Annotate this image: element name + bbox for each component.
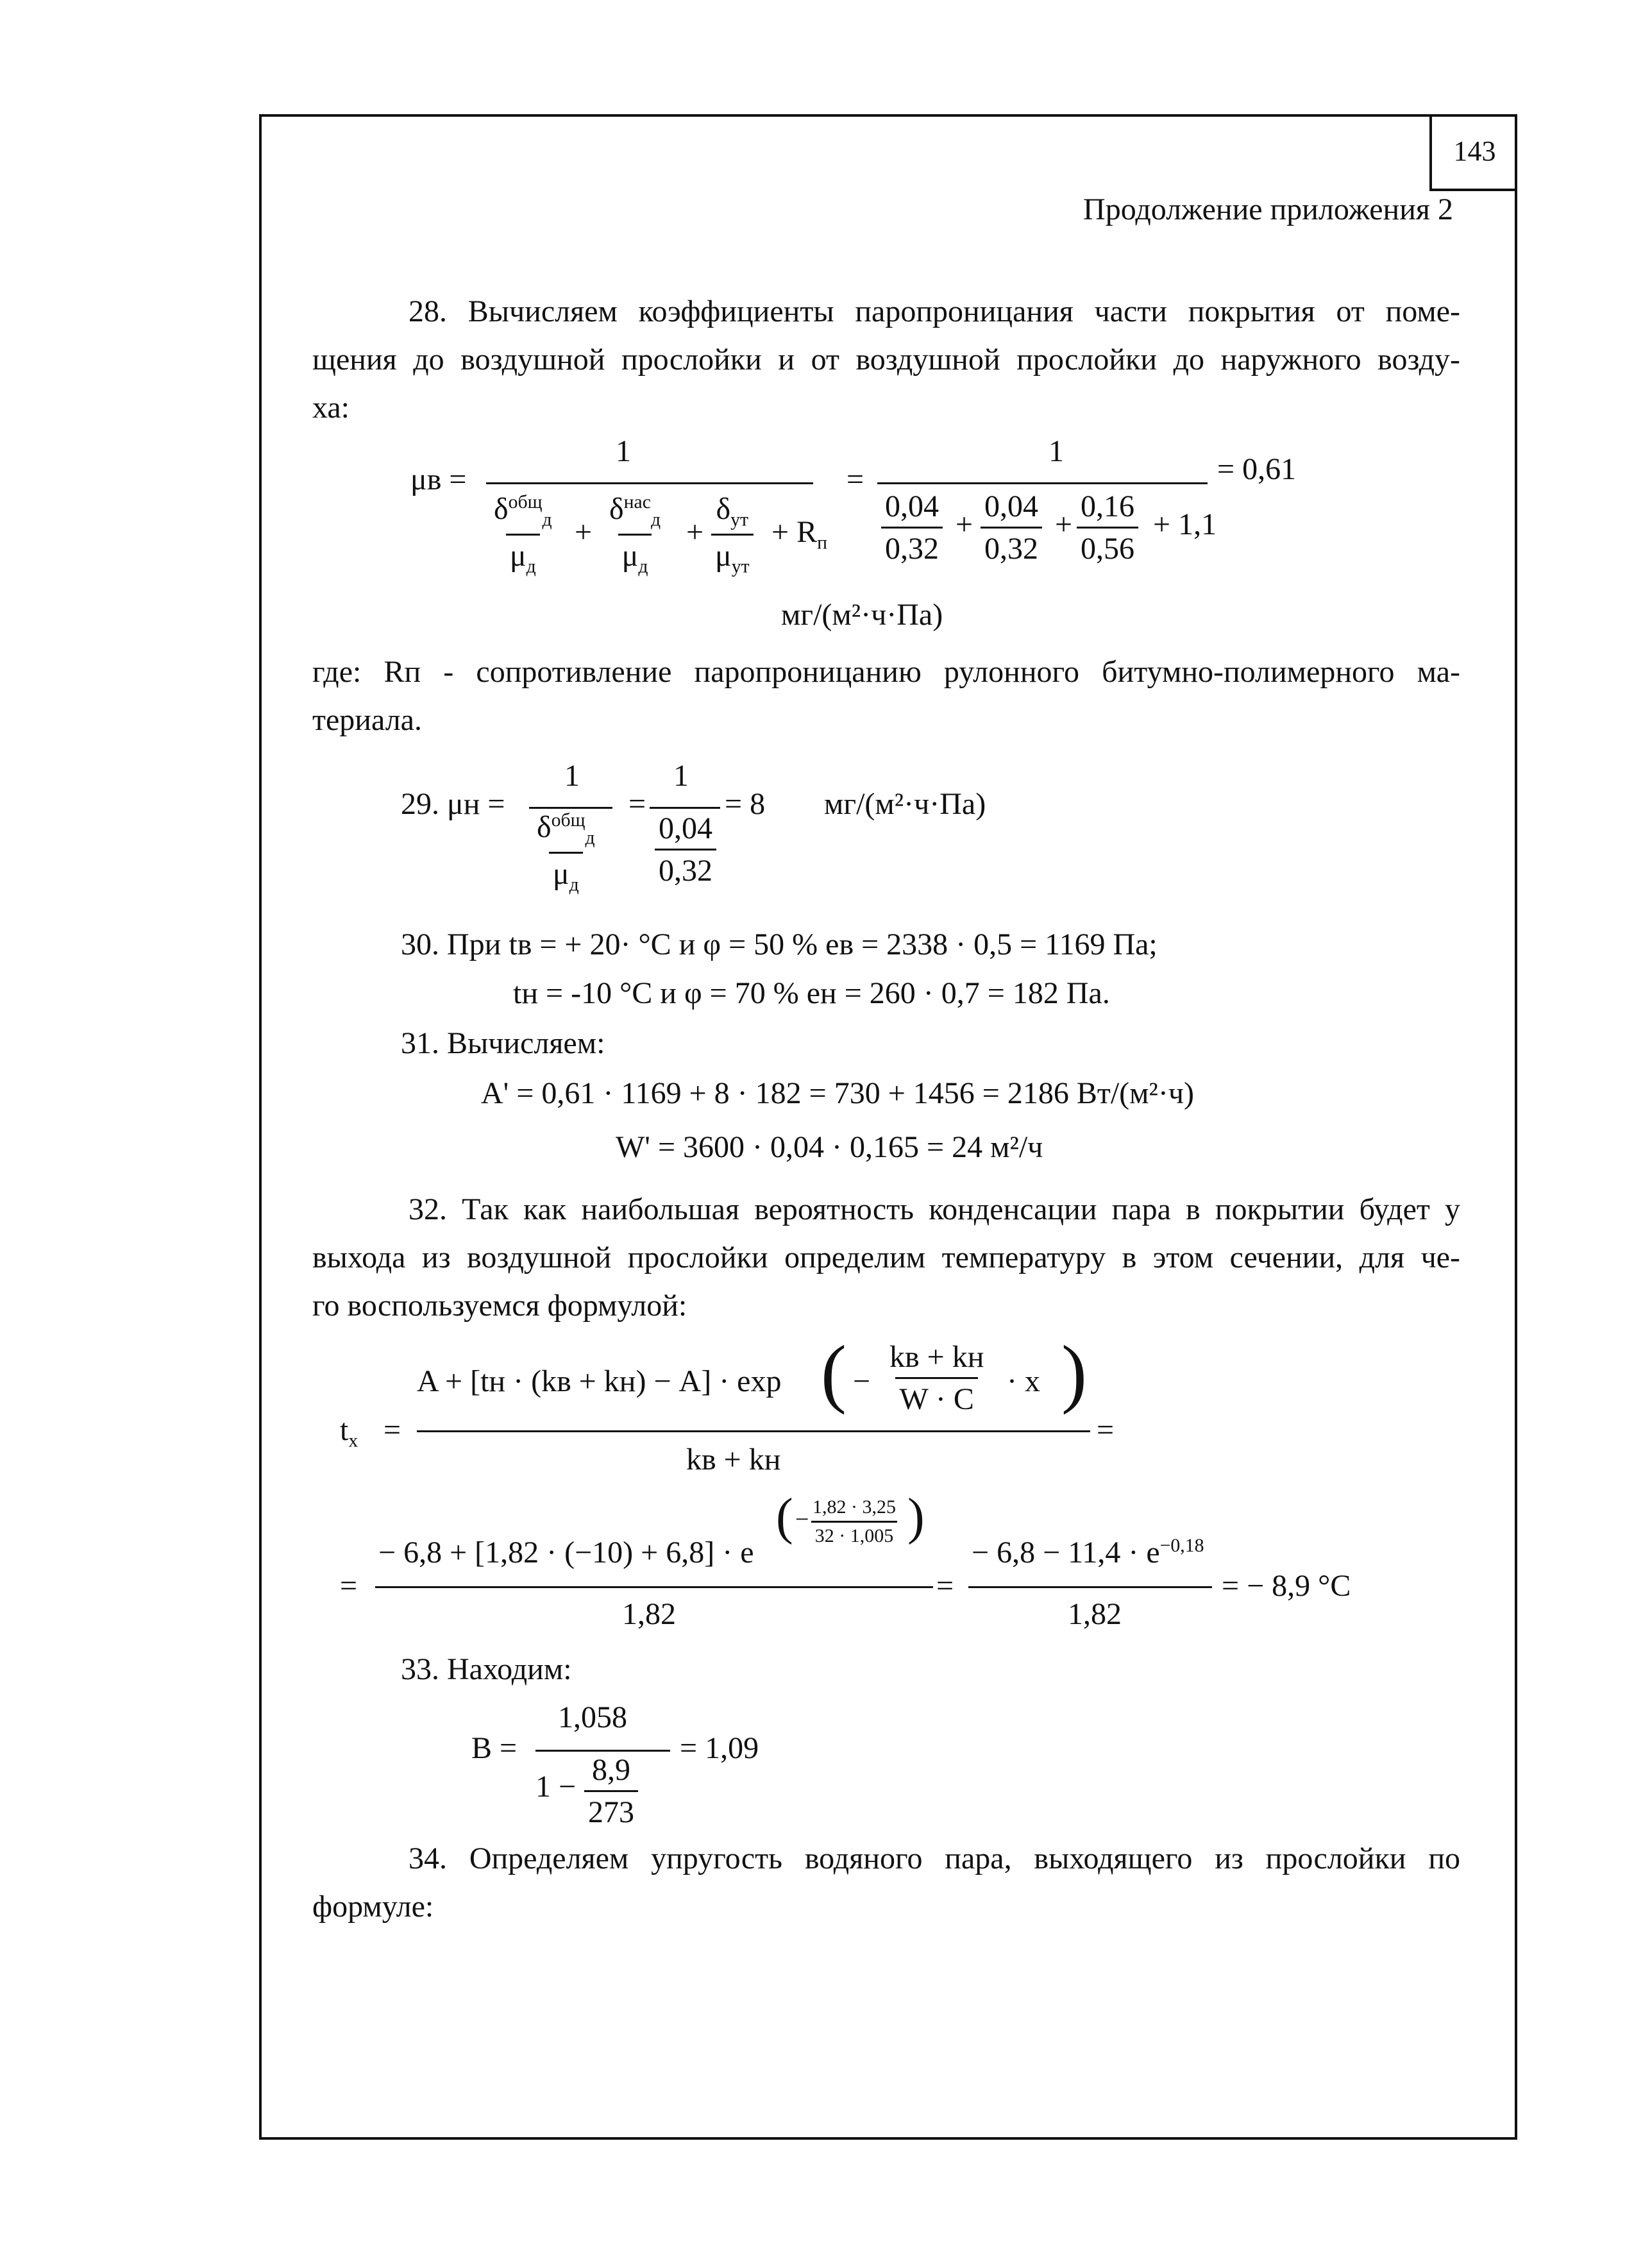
- where-line-2: териала.: [312, 703, 422, 737]
- formula-33-result: = 1,09: [680, 1731, 759, 1765]
- where-paragraph: [312, 648, 1460, 744]
- formula-32-row2-exp-fraction: $\frac{1,82 \cdot 3,25}{32 \cdot 1,005}$: [809, 1496, 900, 1547]
- formula-28-unit: мг/(м²·ч·Па): [781, 598, 943, 632]
- item-34-line-2: формуле:: [312, 1890, 434, 1924]
- formula-29-bar2: [650, 807, 720, 809]
- formula-28-denominator-1: [486, 491, 828, 581]
- where-line-1: где: Rп - сопротивление паропроницанию рулонного битумно-полимерного ма-: [312, 655, 1460, 689]
- formula-33-lhs: B =: [471, 1731, 518, 1765]
- formula-29: 29. μн = 1 $\delta^{общ}_д$ $\mu_д$ = 1 $\frac{0,04}{0,32}$ = 8 мг/(м²·ч·Па): [401, 759, 986, 895]
- item-34-line-1: 34. Определяем упругость водяного пара, выходящего из прослойки по: [408, 1841, 1460, 1875]
- item-31-label: 31. Вычисляем:: [401, 1026, 605, 1060]
- formula-32-row2-numerator-2: − $6,8 - 11,4 \cdot e^{-0,18}$: [972, 1535, 1204, 1570]
- fraction-delta-obsh-29: $\delta^{общ}_д$ $\mu_д$: [537, 809, 595, 895]
- fraction-delta-nas: $\delta^{нас}_д$ $\mu_д$: [609, 491, 661, 577]
- formula-29-result: = 8: [725, 787, 766, 821]
- formula-28-num2: 1: [1049, 434, 1064, 468]
- formula-29-num2: 1: [673, 759, 689, 793]
- item-32-line-1: 32. Так как наибольшая вероятность конденсации пара в покрытии будет у: [408, 1192, 1460, 1226]
- page-number: 143: [1429, 114, 1517, 191]
- header-note: Продолжение приложения 2: [1083, 192, 1453, 226]
- formula-29-lhs: 29. μн =: [401, 787, 505, 821]
- formula-32: $t_x$ = A + [tн · (kв + kн) − A] · exp ( − kв + kн W · C · x ) kв + kн =: [340, 1330, 1115, 1477]
- formula-28-rn: + $R_п$: [771, 515, 828, 554]
- formula-28-num1: 1: [616, 434, 631, 468]
- formula-32-row2-numerator: − 6,8 + [1,82 · (−10) + 6,8] · e: [378, 1536, 754, 1570]
- formula-28-denominator-2: $\frac{0,04}{0,32}$ + $\frac{0,04}{0,32}$ + $\frac{0,16}{0,56}$ + 1,1: [877, 489, 1217, 566]
- formula-32-lhs: $t_x$: [340, 1413, 358, 1451]
- item-32-paragraph: [312, 1185, 1460, 1330]
- item-30-line-2: tн = -10 °C и φ = 70 % eн = 260 · 0,7 = 182 Па.: [513, 976, 1110, 1010]
- item-28-line-1: 28. Вычисляем коэффициенты паропроницания части покрытия от поме-: [408, 294, 1460, 328]
- formula-32-numerator: A + [tн · (kв + kн) − A] · exp: [417, 1364, 782, 1398]
- plus-sign: +: [575, 515, 593, 549]
- formula-28-bar1: [486, 482, 813, 484]
- item-32-line-2: выхода из воздушной прослойки определим температуру в этом сечении, для че-: [312, 1240, 1460, 1274]
- item-28-paragraph: [312, 287, 1460, 432]
- formula-32-exp-fraction: kв + kн W · C: [889, 1340, 984, 1416]
- item-34-paragraph: [312, 1834, 1460, 1931]
- fraction-delta-obsh: $\delta^{общ}_д$ $\mu_д$: [494, 491, 552, 577]
- formula-33-bar: [535, 1750, 670, 1752]
- item-31-eq-a: A' = 0,61 · 1169 + 8 · 182 = 730 + 1456 = 2186 Вт/(м²·ч): [481, 1076, 1195, 1110]
- item-33-label: 33. Находим:: [401, 1652, 572, 1686]
- formula-28-bar2: [877, 482, 1208, 484]
- formula-29-num1: 1: [564, 759, 580, 793]
- formula-29-unit: мг/(м²·ч·Па): [824, 787, 986, 821]
- item-28-line-2: щения до воздушной прослойки и от воздушной прослойки до наружного возду-: [312, 343, 1460, 377]
- formula-32-row2-bar-2: [968, 1586, 1212, 1588]
- item-31-eq-w: W' = 3600 · 0,04 · 0,165 = 24 м²/ч: [616, 1130, 1043, 1164]
- formula-32-row2-bar: [375, 1586, 933, 1588]
- formula-32-row-2: = − 6,8 + [1,82 · (−10) + 6,8] · e ( − $\frac{1,82 \cdot 3,25}{32 \cdot 1,005}$ ) 1,82 = − $6,8 - 11,4 \cdot e^{-0,18}$ 1,82 = − 8,9 °C: [340, 1489, 1351, 1631]
- formula-33: B = 1,058 1 − $\frac{8,9}{273}$ = 1,09: [471, 1700, 759, 1829]
- formula-32-denominator: kв + kн: [686, 1443, 781, 1477]
- formula-33-num: 1,058: [558, 1700, 627, 1734]
- formula-33-den-fraction: $\frac{8,9}{273}$: [584, 1752, 638, 1830]
- formula-32-result: = − 8,9 °C: [1222, 1569, 1351, 1603]
- plus-sign: +: [686, 515, 704, 549]
- item-30-line-1: 30. При tв = + 20· °C и φ = 50 % eв = 2338 · 0,5 = 1169 Па;: [401, 927, 1158, 961]
- item-28-line-3: ха:: [312, 391, 350, 425]
- formula-32-main-bar: [417, 1430, 1090, 1432]
- formula-29-bar1: [529, 807, 612, 809]
- fraction-delta-ut: $\delta_{ут}$ $\mu_{ут}$: [711, 491, 754, 577]
- formula-28-lhs: μв =: [410, 462, 467, 496]
- item-32-line-3: го воспользуемся формулой:: [312, 1289, 687, 1323]
- equals-sign: =: [846, 462, 864, 496]
- formula-28-result: = 0,61: [1217, 452, 1297, 486]
